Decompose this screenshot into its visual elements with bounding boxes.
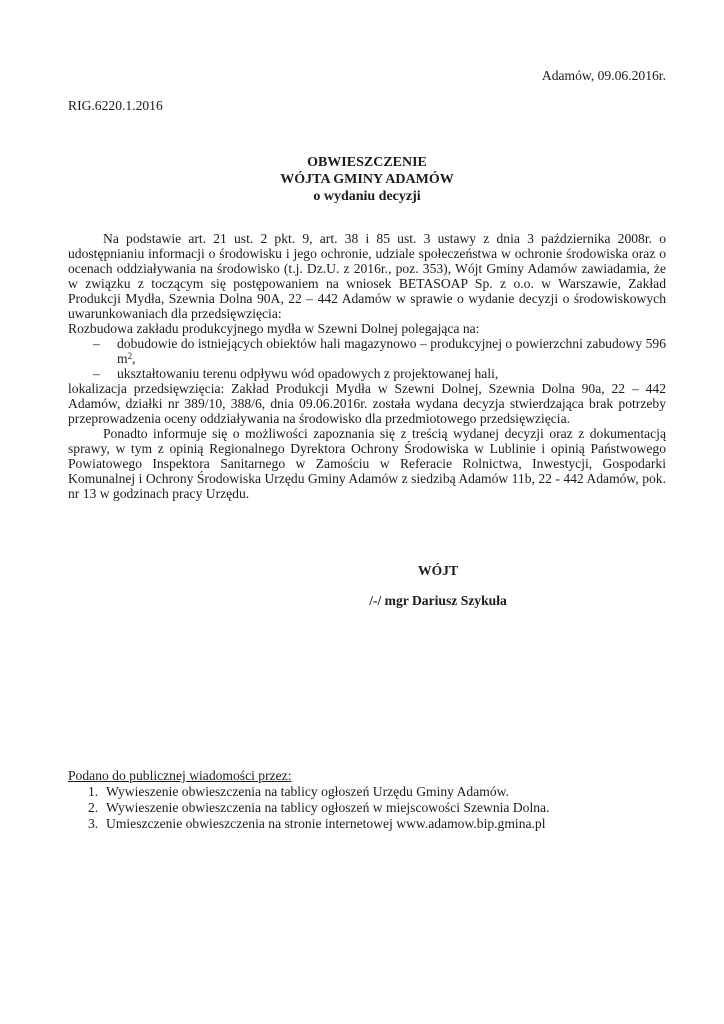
signature-title: WÓJT <box>417 563 459 578</box>
signature-name: /-/ mgr Dariusz Szykuła <box>369 593 507 608</box>
dash-bullet: – <box>93 336 100 351</box>
publication-item <box>68 784 666 800</box>
bullet-item <box>68 366 666 381</box>
item-text: Umieszczenie obwieszczenia na stronie internetowej www.adamow.bip.gmina.pl <box>106 816 546 831</box>
bullet-item <box>68 336 666 366</box>
title-line-2: WÓJTA GMINY ADAMÓW <box>280 172 454 187</box>
document-body <box>68 231 666 501</box>
publication-item <box>68 816 666 832</box>
paragraph-additional-info: Ponadto informuje się o możliwości zapoznania się z treścią wydanej decyzji oraz z dokumentacją sprawy, w tym z opinią Regionalnego Dyrektora Ochrony Środowiska w Lublinie i opinią Państwowego Powiatowego Inspektora Sanitarnego w Zamościu w Referacie Rolnictwa, Inwestycji, Gospodarki Komunalnej i Ochrony Środowiska Urzędu Gminy Adamów z siedzibą Adamów 11b, 22 - 442 Adamów, pok. nr 13 w godzinach pracy Urzędu. <box>68 426 666 501</box>
publication-notice <box>68 768 666 832</box>
item-number: 3. <box>88 816 99 831</box>
item-number: 1. <box>88 784 99 799</box>
date-line: Adamów, 09.06.2016r. <box>541 68 666 83</box>
publication-item <box>68 800 666 816</box>
bullet-text <box>117 366 666 381</box>
document-title <box>68 154 666 205</box>
bullet-text-main: ukształtowaniu terenu odpływu wód opadowych z projektowanej hali, <box>117 366 499 381</box>
title-line-3: o wydaniu decyzji <box>313 189 421 204</box>
dash-bullet: – <box>93 366 100 381</box>
bullet-text-main: dobudowie do istniejących obiektów hali magazynowo – produkcyjnej o powierzchni zabudowy 596 m <box>117 336 666 366</box>
reference-number: RIG.6220.1.2016 <box>68 98 163 113</box>
paragraph-location-decision: lokalizacja przedsięwzięcia: Zakład Produkcji Mydła w Szewni Dolnej, Szewnia Dolna 90a, 22 – 442 Adamów, działki nr 389/10, 388/6, dnia 09.06.2016r. została wydana decyzja stwierdzająca brak potrzeby przeprowadzenia oceny oddziaływania na środowisko dla przedmiotowego przedsięwzięcia. <box>68 381 666 426</box>
paragraph-project-intro: Rozbudowa zakładu produkcyjnego mydła w Szewni Dolnej polegająca na: <box>68 321 480 336</box>
item-text: Wywieszenie obwieszczenia na tablicy ogłoszeń w miejscowości Szewnia Dolna. <box>106 800 550 815</box>
title-line-1: OBWIESZCZENIE <box>307 155 427 170</box>
item-text: Wywieszenie obwieszczenia na tablicy ogłoszeń Urzędu Gminy Adamów. <box>106 784 509 799</box>
bullet-list <box>68 336 666 381</box>
signature-block <box>338 563 538 608</box>
bullet-text-tail: , <box>132 351 136 366</box>
item-number: 2. <box>88 800 99 815</box>
paragraph-legal-basis: Na podstawie art. 21 ust. 2 pkt. 9, art. 38 i 85 ust. 3 ustawy z dnia 3 października 2008r. o udostępnianiu informacji o środowisku i jego ochronie, udziale społeczeństwa w ochronie środowiska oraz o ocenach oddziaływania na środowisko (t.j. Dz.U. z 2016r., poz. 353), Wójt Gminy Adamów zawiadamia, że w związku z toczącym się postępowaniem na wniosek BETASOAP Sp. z o.o. w Warszawie, Zakład Produkcji Mydła, Szewnia Dolna 90A, 22 – 442 Adamów w sprawie o wydanie decyzji o środowiskowych uwarunkowaniach dla przedsięwzięcia: <box>68 231 666 321</box>
publication-heading: Podano do publicznej wiadomości przez: <box>68 768 292 783</box>
bullet-text <box>117 336 666 366</box>
superscript-square: 2 <box>127 351 133 361</box>
